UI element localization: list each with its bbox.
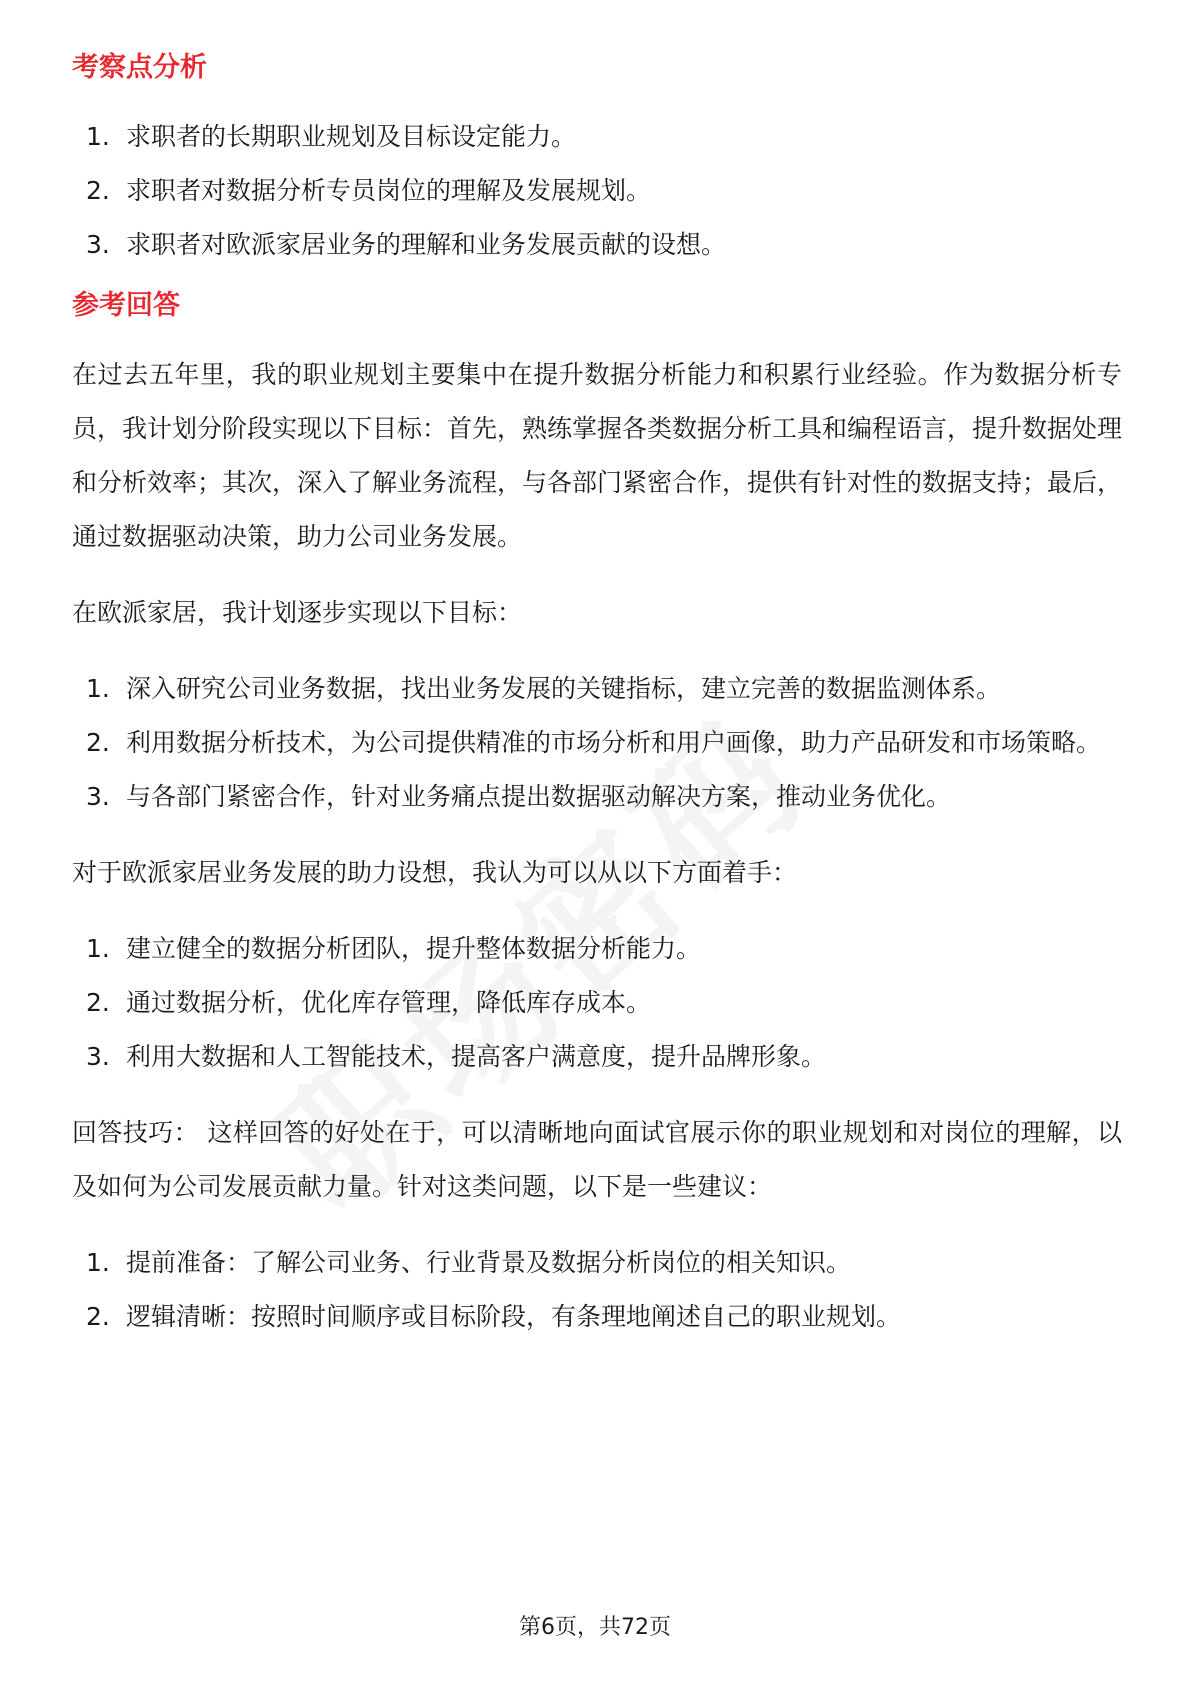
section-title-answer: 参考回答 <box>72 290 180 321</box>
analysis-list <box>72 110 1122 272</box>
page-footer: 第6页，共72页 <box>519 1615 671 1640</box>
list-item: 2. 利用数据分析技术，为公司提供精准的市场分析和用户画像，助力产品研发和市场策略。 <box>86 728 1102 757</box>
list-item: 1. 求职者的长期职业规划及目标设定能力。 <box>86 122 577 151</box>
list-item: 2. 通过数据分析，优化库存管理，降低库存成本。 <box>86 988 652 1017</box>
document-body <box>72 48 1122 1344</box>
list-item: 1. 深入研究公司业务数据，找出业务发展的关键指标，建立完善的数据监测体系。 <box>86 674 1002 703</box>
ideas-list <box>72 922 1122 1084</box>
answer-tips-paragraph: 回答技巧： 这样回答的好处在于，可以清晰地向面试官展示你的职业规划和对岗位的理解，以及如何为公司发展贡献力量。针对这类问题，以下是一些建议： <box>72 1118 1122 1201</box>
answer-paragraph-3: 对于欧派家居业务发展的助力设想，我认为可以从以下方面着手： <box>72 858 798 887</box>
list-item: 3. 利用大数据和人工智能技术，提高客户满意度，提升品牌形象。 <box>86 1042 827 1071</box>
answer-paragraph-2: 在欧派家居，我计划逐步实现以下目标： <box>72 598 523 627</box>
list-item: 3. 与各部门紧密合作，针对业务痛点提出数据驱动解决方案，推动业务优化。 <box>86 782 952 811</box>
section-title-analysis: 考察点分析 <box>72 52 207 83</box>
list-item: 1. 提前准备：了解公司业务、行业背景及数据分析岗位的相关知识。 <box>86 1248 852 1277</box>
tips-list <box>72 1236 1122 1344</box>
answer-paragraph-1: 在过去五年里，我的职业规划主要集中在提升数据分析能力和积累行业经验。作为数据分析专员，我计划分阶段实现以下目标：首先，熟练掌握各类数据分析工具和编程语言，提升数据处理和分析效率；其次，深入了解业务流程，与各部门紧密合作，提供有针对性的数据支持；最后，通过数据驱动决策，助力公司业务发展。 <box>72 360 1123 551</box>
list-item: 2. 逻辑清晰：按照时间顺序或目标阶段，有条理地阐述自己的职业规划。 <box>86 1302 902 1331</box>
goals-list <box>72 662 1122 824</box>
list-item: 2. 求职者对数据分析专员岗位的理解及发展规划。 <box>86 176 652 205</box>
list-item: 1. 建立健全的数据分析团队，提升整体数据分析能力。 <box>86 934 702 963</box>
list-item: 3. 求职者对欧派家居业务的理解和业务发展贡献的设想。 <box>86 230 727 259</box>
